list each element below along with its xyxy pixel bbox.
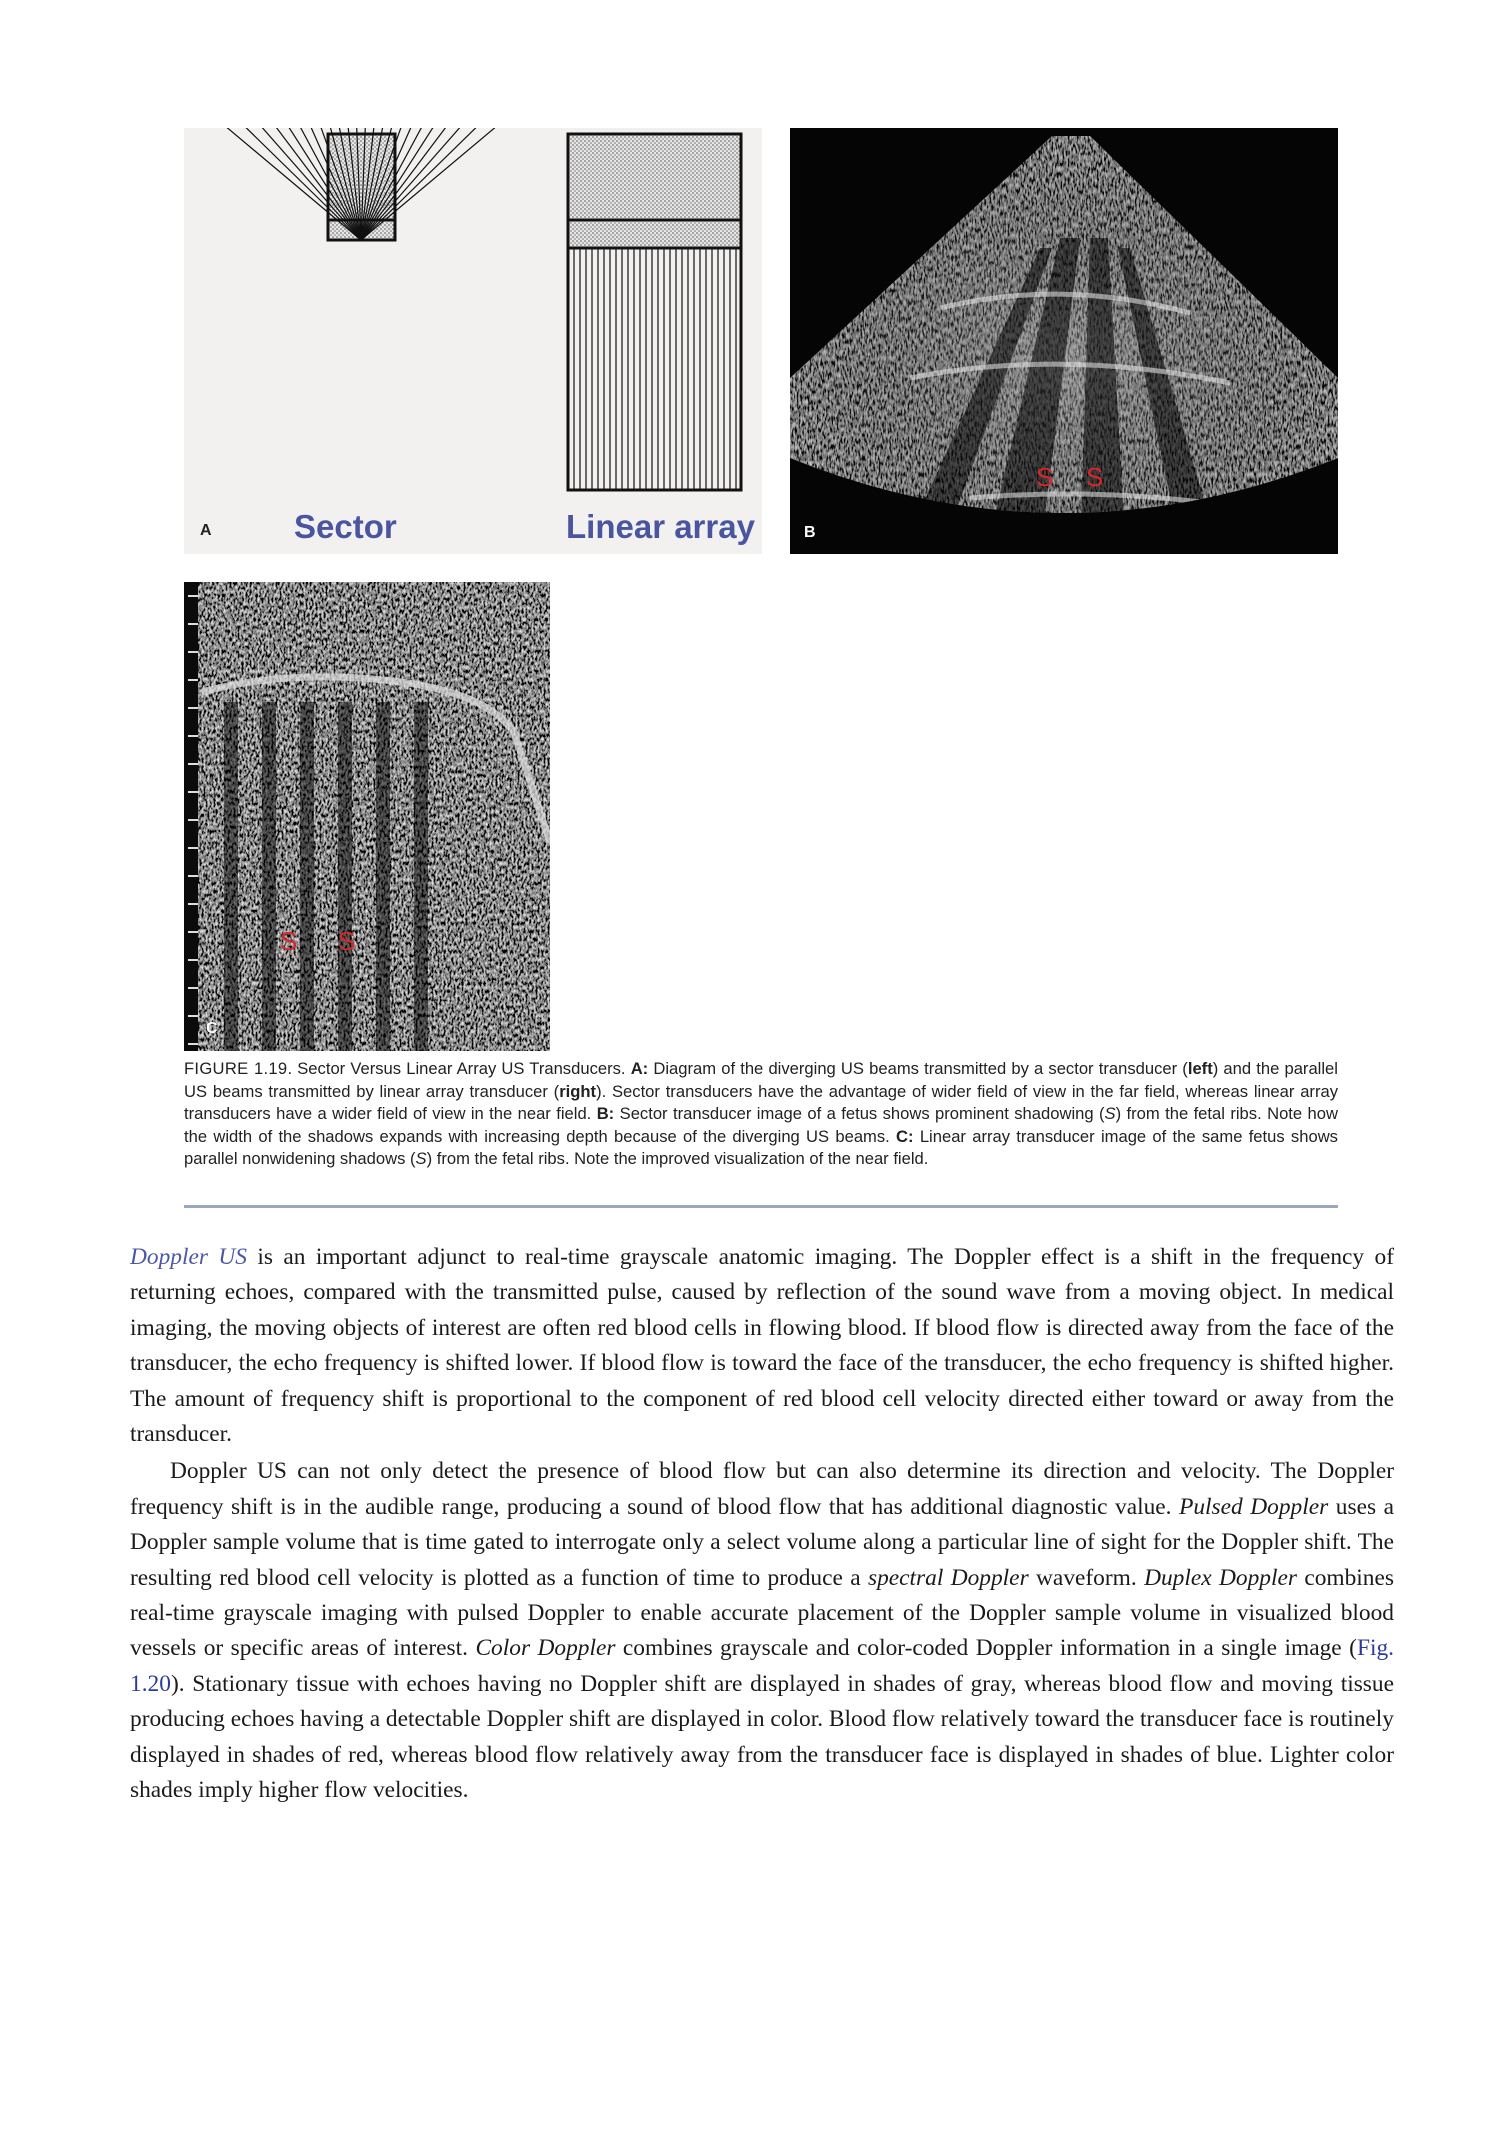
caption-right: right xyxy=(559,1081,597,1101)
body-text xyxy=(130,1240,1394,1809)
color-doppler-term: Color Doppler xyxy=(475,1635,616,1662)
sector-transducer xyxy=(184,128,539,240)
figure-panel-b xyxy=(790,128,1338,554)
panel-letter-c: C xyxy=(206,1020,218,1037)
linear-transducer xyxy=(568,134,741,490)
caption-a-label: A: xyxy=(630,1059,649,1078)
p2-text-d: combines real-time grayscale imaging with pulsed Doppler to enable accurate placement of the Doppler sample volume in visualized blood vessels or specific areas of interest. xyxy=(130,1564,1394,1662)
caption-a-text-2: ) and the parallel US beams transmitted by linear array transducer ( xyxy=(184,1059,1338,1101)
linear-ultrasound-image xyxy=(184,582,550,1051)
caption-b-text: Sector transducer image of a fetus shows prominent shadowing ( xyxy=(619,1104,1105,1124)
duplex-doppler-term: Duplex Doppler xyxy=(1144,1564,1297,1591)
p2-text-c: waveform. xyxy=(1028,1564,1145,1591)
caption-divider xyxy=(184,1205,1338,1208)
caption-b-s: S xyxy=(1104,1104,1116,1124)
spectral-doppler-term: spectral Doppler xyxy=(867,1564,1029,1591)
figure-label: FIGURE 1.19 xyxy=(184,1059,288,1078)
caption-c-text: Linear array transducer image of the same fetus shows parallel nonwidening shadows ( xyxy=(184,1126,1338,1169)
caption-c-label: C: xyxy=(896,1126,914,1146)
caption-title: Sector Versus Linear Array US Transducers. xyxy=(297,1059,626,1078)
paragraph-1 xyxy=(130,1240,1394,1452)
panel-letter-b: B xyxy=(804,524,816,541)
sector-ultrasound-image xyxy=(790,128,1338,554)
caption-a-text-3: ). Sector transducers have the advantage of wider field of view in the far field, whereas linear array transducers have a wider field of view in the near field. xyxy=(184,1081,1338,1124)
sector-label: Sector xyxy=(294,508,397,545)
paragraph-1-text: is an important adjunct to real-time grayscale anatomic imaging. The Doppler effect is a shift in the frequency of returning echoes, compared with the transmitted pulse, caused by reflection of the sound wave from a moving object. In medical imaging, the moving objects of interest are often red blood cells in flowing blood. If blood flow is directed away from the face of the transducer, the echo frequency is shifted lower. If blood flow is toward the face of the transducer, the echo frequency is shifted higher. The amount of frequency shift is proportional to the component of red blood cell velocity directed either toward or away from the transducer. xyxy=(130,1244,1394,1448)
transducer-diagram xyxy=(184,128,762,554)
caption-b-text-2: ) from the fetal ribs. Note how the width of the shadows expands with increasing depth because of the diverging US beams. xyxy=(184,1104,1338,1146)
figure-panel-a xyxy=(184,128,762,554)
shadow-label-b2: S xyxy=(1086,462,1104,492)
caption-left: left xyxy=(1187,1059,1213,1078)
figure-panel-c xyxy=(184,582,550,1051)
panel-letter-a: A xyxy=(200,522,212,539)
p2-text-b: uses a Doppler sample volume that is time gated to interrogate only a select volume along a particular line of sight for the Doppler shift. The resulting red blood cell velocity is plotted as a function of time to produce a xyxy=(130,1493,1394,1591)
caption-a-text: Diagram of the diverging US beams transmitted by a sector transducer ( xyxy=(653,1059,1188,1078)
figure-caption: FIGURE 1.19. Sector Versus Linear Array US Transducers. A: Diagram of the diverging US beams transmitted by a sector transducer (left) and the parallel US beams transmitted by linear array transducer (right). Sector transducers have the advantage of wider field of view in the far field, whereas linear array transducers have a wider field of view in the near field. B: Sector transducer image of a fetus shows prominent shadowing (S) from the fetal ribs. Note how the width of the shadows expands with increasing depth because of the diverging US beams. C: Linear array transducer image of the same fetus shows parallel nonwidening shadows (S) from the fetal ribs. Note the improved visualization of the near field. xyxy=(184,1059,1338,1169)
shadow-label-b1: S xyxy=(1036,462,1054,492)
linear-array-label: Linear array xyxy=(566,508,755,545)
paragraph-2 xyxy=(130,1454,1394,1808)
shadow-label-c1: S xyxy=(280,926,298,956)
caption-c-text-2: ) from the fetal ribs. Note the improved visualization of the near field. xyxy=(426,1149,929,1169)
shadow-label-c2: S xyxy=(338,926,356,956)
pulsed-doppler-term: Pulsed Doppler xyxy=(1179,1493,1329,1520)
p2-text-e: combines grayscale and color-coded Doppler information in a single image ( xyxy=(615,1635,1357,1662)
doppler-us-term: Doppler US xyxy=(130,1244,247,1270)
p2-text-f: ). Stationary tissue with echoes having no Doppler shift are displayed in shades of gray, whereas blood flow and moving tissue producing echoes having a detectable Doppler shift are displayed in color. Blood flow relatively toward the transducer face is routinely displayed in shades of red, whereas blood flow relatively away from the transducer face is displayed in shades of blue. Lighter color shades imply higher flow velocities. xyxy=(130,1670,1394,1804)
p2-text-a: Doppler US can not only detect the presence of blood flow but can also determine its direction and velocity. The Doppler frequency shift is in the audible range, producing a sound of blood flow that has additional diagnostic value. xyxy=(130,1458,1394,1520)
figure-reference-link[interactable]: Fig. 1.20 xyxy=(130,1635,1394,1697)
caption-b-label: B: xyxy=(596,1104,615,1124)
caption-c-s: S xyxy=(415,1149,427,1169)
